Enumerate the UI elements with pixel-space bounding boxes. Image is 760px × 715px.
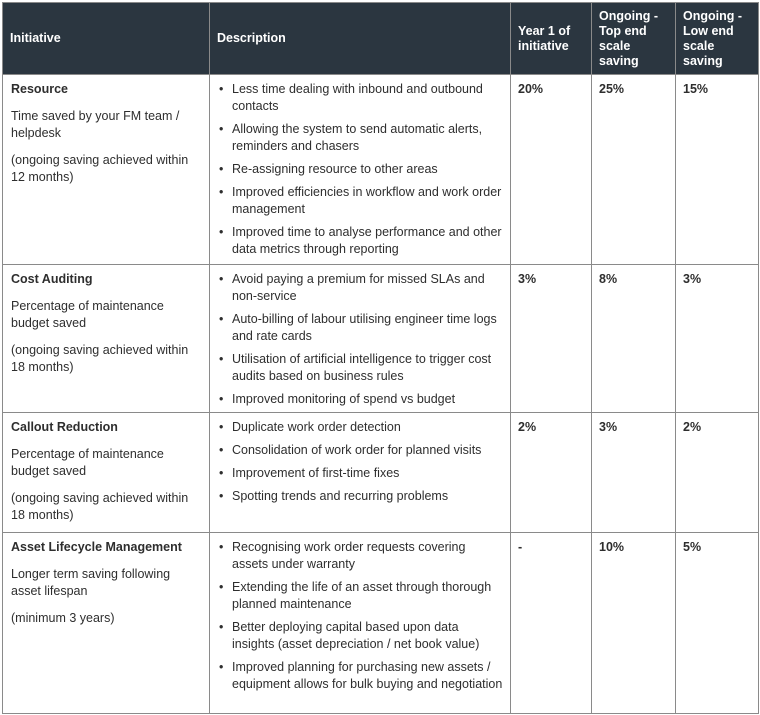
initiative-cell <box>3 533 210 714</box>
description-cell <box>210 265 511 413</box>
header-description: Description <box>210 3 511 75</box>
description-bullet: • Less time dealing with inbound and outbound contacts <box>217 81 503 115</box>
description-bullet: • Duplicate work order detection <box>217 419 503 436</box>
description-bullet: • Recognising work order requests covering assets under warranty <box>217 539 503 573</box>
initiative-subtitle: Longer term saving following asset lifespan <box>11 567 171 598</box>
description-bullet: • Spotting trends and recurring problems <box>217 488 503 505</box>
initiative-cell <box>3 75 210 265</box>
initiative-subtitle: Percentage of maintenance budget saved <box>11 447 164 478</box>
initiative-title: Asset Lifecycle Management <box>11 540 182 554</box>
description-cell <box>210 413 511 533</box>
initiative-subtitle: Time saved by your FM team / helpdesk <box>11 109 180 140</box>
header-row <box>3 3 759 75</box>
table-row <box>3 413 759 533</box>
description-list <box>217 539 503 693</box>
table-row <box>3 75 759 265</box>
description-list <box>217 419 503 505</box>
low-end-value: 15% <box>676 75 759 265</box>
year1-value: 3% <box>511 265 592 413</box>
header-year1: Year 1 of initiative <box>511 3 592 75</box>
description-bullet: • Consolidation of work order for planned visits <box>217 442 503 459</box>
description-bullet: • Improved monitoring of spend vs budget <box>217 391 503 408</box>
description-bullet: • Utilisation of artificial intelligence to trigger cost audits based on business rules <box>217 351 503 385</box>
description-bullet: • Improvement of first-time fixes <box>217 465 503 482</box>
year1-value: - <box>511 533 592 714</box>
initiative-note: (minimum 3 years) <box>11 611 115 625</box>
low-end-value: 3% <box>676 265 759 413</box>
initiative-note: (ongoing saving achieved within 12 months) <box>11 153 189 184</box>
description-list <box>217 271 503 408</box>
initiative-cell <box>3 413 210 533</box>
savings-table <box>2 2 759 714</box>
initiative-subtitle: Percentage of maintenance budget saved <box>11 299 164 330</box>
top-end-value: 3% <box>592 413 676 533</box>
top-end-value: 8% <box>592 265 676 413</box>
table-row <box>3 533 759 714</box>
initiative-note: (ongoing saving achieved within 18 months) <box>11 491 189 522</box>
description-bullet: • Improved efficiencies in workflow and work order management <box>217 184 503 218</box>
description-bullet: • Improved time to analyse performance and other data metrics through reporting <box>217 224 503 258</box>
top-end-value: 25% <box>592 75 676 265</box>
description-cell <box>210 75 511 265</box>
year1-value: 20% <box>511 75 592 265</box>
description-cell <box>210 533 511 714</box>
description-bullet: • Extending the life of an asset through thorough planned maintenance <box>217 579 503 613</box>
initiative-note: (ongoing saving achieved within 18 months) <box>11 343 189 374</box>
header-top-end: Ongoing - Top end scale saving <box>592 3 676 75</box>
initiative-title: Resource <box>11 82 68 96</box>
header-initiative: Initiative <box>3 3 210 75</box>
header-low-end: Ongoing - Low end scale saving <box>676 3 759 75</box>
low-end-value: 5% <box>676 533 759 714</box>
description-bullet: • Allowing the system to send automatic alerts, reminders and chasers <box>217 121 503 155</box>
description-list <box>217 81 503 258</box>
table-row <box>3 265 759 413</box>
initiative-title: Cost Auditing <box>11 272 93 286</box>
description-bullet: • Improved planning for purchasing new assets / equipment allows for bulk buying and negotiation <box>217 659 503 693</box>
low-end-value: 2% <box>676 413 759 533</box>
description-bullet: • Re-assigning resource to other areas <box>217 161 503 178</box>
description-bullet: • Better deploying capital based upon data insights (asset depreciation / net book value) <box>217 619 503 653</box>
description-bullet: • Auto-billing of labour utilising engineer time logs and rate cards <box>217 311 503 345</box>
initiative-title: Callout Reduction <box>11 420 118 434</box>
top-end-value: 10% <box>592 533 676 714</box>
description-bullet: • Avoid paying a premium for missed SLAs and non-service <box>217 271 503 305</box>
initiative-cell <box>3 265 210 413</box>
year1-value: 2% <box>511 413 592 533</box>
